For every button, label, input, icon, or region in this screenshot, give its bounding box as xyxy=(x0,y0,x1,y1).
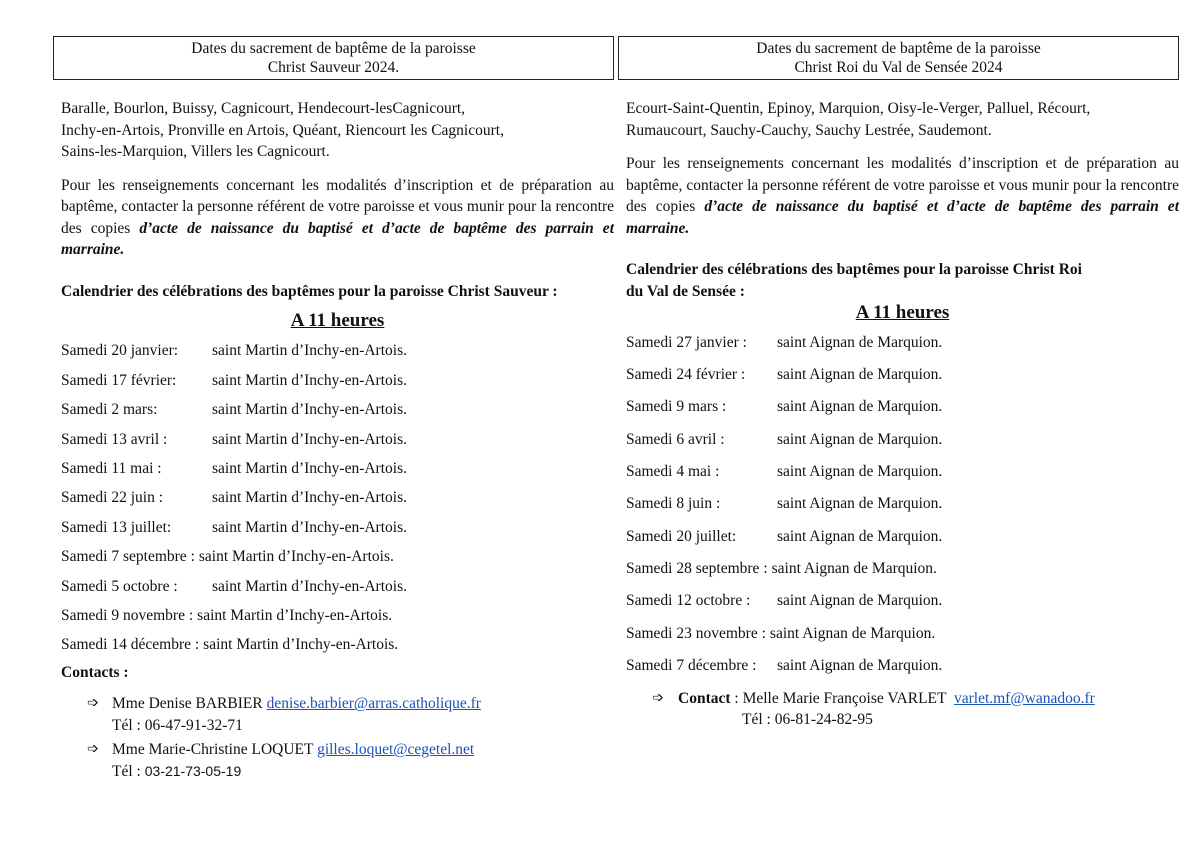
schedule-row xyxy=(61,601,614,630)
schedule-place: saint Aignan de Marquion. xyxy=(777,398,943,416)
contact-loquet xyxy=(61,739,614,782)
contacts-title: Contacts : xyxy=(61,663,129,681)
schedule-row xyxy=(626,520,1179,552)
right-calendar-title-line2: du Val de Sensée : xyxy=(626,282,745,300)
left-heure: A 11 heures xyxy=(290,310,385,331)
schedule-date: Samedi 27 janvier : xyxy=(626,333,747,351)
contact-name: : Melle Marie Françoise VARLET xyxy=(734,689,947,707)
schedule-row xyxy=(61,572,614,601)
schedule-place: saint Aignan de Marquion. xyxy=(777,592,943,610)
schedule-place: saint Aignan de Marquion. xyxy=(769,624,936,642)
schedule-date: Samedi 7 septembre : xyxy=(61,548,195,566)
schedule-row xyxy=(626,617,1179,649)
right-calendar-title xyxy=(626,259,1179,302)
contact-label: Contact xyxy=(678,689,731,707)
schedule-row xyxy=(61,366,614,395)
schedule-row xyxy=(61,454,614,483)
left-contacts xyxy=(61,693,614,782)
right-title-line1: Dates du sacrement de baptême de la paroisse xyxy=(756,40,1041,57)
schedule-date: Samedi 9 novembre : xyxy=(61,606,194,624)
right-info-paragraph xyxy=(626,153,1179,239)
left-info-emphasis: d’acte de naissance du baptisé et d’acte de baptême des parrain et marraine. xyxy=(61,219,614,258)
schedule-date: Samedi 28 septembre : xyxy=(626,559,768,577)
left-title-line2: Christ Sauveur 2024. xyxy=(267,59,400,76)
schedule-row xyxy=(626,391,1179,423)
schedule-place: saint Aignan de Marquion. xyxy=(777,495,943,513)
left-places xyxy=(61,98,614,163)
schedule-place: saint Aignan de Marquion. xyxy=(777,366,943,384)
schedule-date: Samedi 9 mars : xyxy=(626,398,727,416)
contact-name: Mme Denise BARBIER xyxy=(112,695,263,713)
christ-roi-column xyxy=(618,36,1179,731)
schedule-row xyxy=(626,456,1179,488)
tel-number: 06-81-24-82-95 xyxy=(774,711,873,729)
arrow-bullet-icon: ➩ xyxy=(652,689,664,706)
arrow-bullet-icon: ➩ xyxy=(87,695,99,712)
schedule-date: Samedi 13 juillet: xyxy=(61,518,172,536)
left-places-line2: Inchy-en-Artois, Pronville en Artois, Quéant, Riencourt les Cagnicourt, xyxy=(61,121,504,139)
left-places-line1: Baralle, Bourlon, Buissy, Cagnicourt, Hendecourt-lesCagnicourt, xyxy=(61,100,466,117)
left-schedule xyxy=(61,337,614,660)
left-places-line3: Sains-les-Marquion, Villers les Cagnicourt. xyxy=(61,143,330,160)
right-heure: A 11 heures xyxy=(855,302,950,323)
contact-email-link[interactable]: denise.barbier@arras.catholique.fr xyxy=(266,695,481,713)
right-schedule xyxy=(626,327,1179,682)
arrow-bullet-icon: ➩ xyxy=(87,741,99,758)
schedule-date: Samedi 8 juin : xyxy=(626,495,721,513)
schedule-place: saint Aignan de Marquion. xyxy=(777,430,943,448)
schedule-row xyxy=(61,513,614,542)
tel-label: Tél : xyxy=(112,716,141,734)
schedule-place: saint Martin d’Inchy-en-Artois. xyxy=(212,577,407,595)
schedule-place: saint Aignan de Marquion. xyxy=(777,333,943,351)
schedule-row xyxy=(61,395,614,424)
left-title-line1: Dates du sacrement de baptême de la paroisse xyxy=(191,40,476,57)
left-calendar-title: Calendrier des célébrations des baptêmes pour la paroisse Christ Sauveur : xyxy=(61,282,558,300)
schedule-row xyxy=(626,488,1179,520)
schedule-place: saint Aignan de Marquion. xyxy=(771,559,937,577)
left-info-paragraph xyxy=(61,175,614,261)
schedule-row xyxy=(61,542,614,571)
schedule-place: saint Martin d’Inchy-en-Artois. xyxy=(212,460,407,477)
schedule-date: Samedi 13 avril : xyxy=(61,430,168,448)
schedule-date: Samedi 5 octobre : xyxy=(61,577,178,595)
schedule-date: Samedi 7 décembre : xyxy=(626,656,757,674)
contact-email-link[interactable]: varlet.mf@wanadoo.fr xyxy=(953,689,1095,707)
tel-label: Tél : xyxy=(742,711,771,729)
schedule-row xyxy=(626,359,1179,391)
schedule-place: saint Aignan de Marquion. xyxy=(777,463,943,481)
right-title-line2: Christ Roi du Val de Sensée 2024 xyxy=(794,59,1003,76)
schedule-date: Samedi 17 février: xyxy=(61,371,177,389)
contact-email-link[interactable]: gilles.loquet@cegetel.net xyxy=(317,741,475,759)
left-title-box xyxy=(53,36,614,80)
left-info-text: Pour les renseignements concernant les modalités d’inscription et de préparation au baptême, contacter la personne référent de votre paroisse et vous munir pour la rencontre des copies xyxy=(61,176,614,237)
schedule-date: Samedi 6 avril : xyxy=(626,430,725,448)
tel-number: 06-47-91-32-71 xyxy=(144,716,243,734)
schedule-date: Samedi 11 mai : xyxy=(61,460,162,477)
schedule-date: Samedi 4 mai : xyxy=(626,463,720,481)
schedule-place: saint Martin d’Inchy-en-Artois. xyxy=(212,371,407,389)
schedule-row xyxy=(61,483,614,512)
schedule-date: Samedi 12 octobre : xyxy=(626,592,751,610)
schedule-row xyxy=(61,337,614,366)
schedule-place: saint Martin d’Inchy-en-Artois. xyxy=(212,342,407,360)
christ-sauveur-column xyxy=(53,36,614,782)
schedule-place: saint Martin d’Inchy-en-Artois. xyxy=(198,548,394,566)
schedule-row xyxy=(626,423,1179,455)
schedule-date: Samedi 24 février : xyxy=(626,366,746,384)
right-info-text: Pour les renseignements concernant les modalités d’inscription et de préparation au baptême, contacter la personne référent de votre paroisse et vous munir pour la rencontre des copies xyxy=(626,155,1179,215)
schedule-date: Samedi 14 décembre : xyxy=(61,636,200,654)
schedule-date: Samedi 20 janvier: xyxy=(61,342,179,360)
schedule-place: saint Aignan de Marquion. xyxy=(777,656,943,674)
schedule-place: saint Martin d’Inchy-en-Artois. xyxy=(212,518,407,536)
schedule-date: Samedi 23 novembre : xyxy=(626,624,766,642)
schedule-row xyxy=(626,553,1179,585)
schedule-place: saint Martin d’Inchy-en-Artois. xyxy=(203,636,399,654)
schedule-place: saint Martin d’Inchy-en-Artois. xyxy=(197,606,393,624)
contact-varlet xyxy=(626,688,1179,731)
contact-name: Mme Marie-Christine LOQUET xyxy=(112,741,314,759)
schedule-row xyxy=(626,585,1179,617)
tel-label: Tél : xyxy=(112,762,141,780)
schedule-date: Samedi 20 juillet: xyxy=(626,527,737,545)
right-title-box xyxy=(618,36,1179,80)
schedule-row xyxy=(61,425,614,454)
right-places-line1: Ecourt-Saint-Quentin, Epinoy, Marquion, Oisy-le-Verger, Palluel, Récourt, xyxy=(626,100,1091,117)
tel-number: 03-21-73-05-19 xyxy=(144,762,242,779)
right-info-emphasis: d’acte de naissance du baptisé et d’acte de baptême des parrain et marraine. xyxy=(626,198,1179,237)
schedule-place: saint Martin d’Inchy-en-Artois. xyxy=(212,489,407,507)
schedule-date: Samedi 22 juin : xyxy=(61,489,164,507)
right-places xyxy=(626,98,1179,141)
schedule-row xyxy=(626,649,1179,681)
right-places-line2: Rumaucourt, Sauchy-Cauchy, Sauchy Lestrée, Saudemont. xyxy=(626,121,992,139)
schedule-place: saint Aignan de Marquion. xyxy=(777,527,943,545)
schedule-place: saint Martin d’Inchy-en-Artois. xyxy=(212,401,407,419)
schedule-row xyxy=(626,327,1179,359)
schedule-row xyxy=(61,630,614,659)
right-calendar-title-line1: Calendrier des célébrations des baptêmes pour la paroisse Christ Roi xyxy=(626,261,1082,278)
schedule-place: saint Martin d’Inchy-en-Artois. xyxy=(212,430,407,448)
schedule-date: Samedi 2 mars: xyxy=(61,401,158,419)
contact-barbier xyxy=(61,693,614,736)
